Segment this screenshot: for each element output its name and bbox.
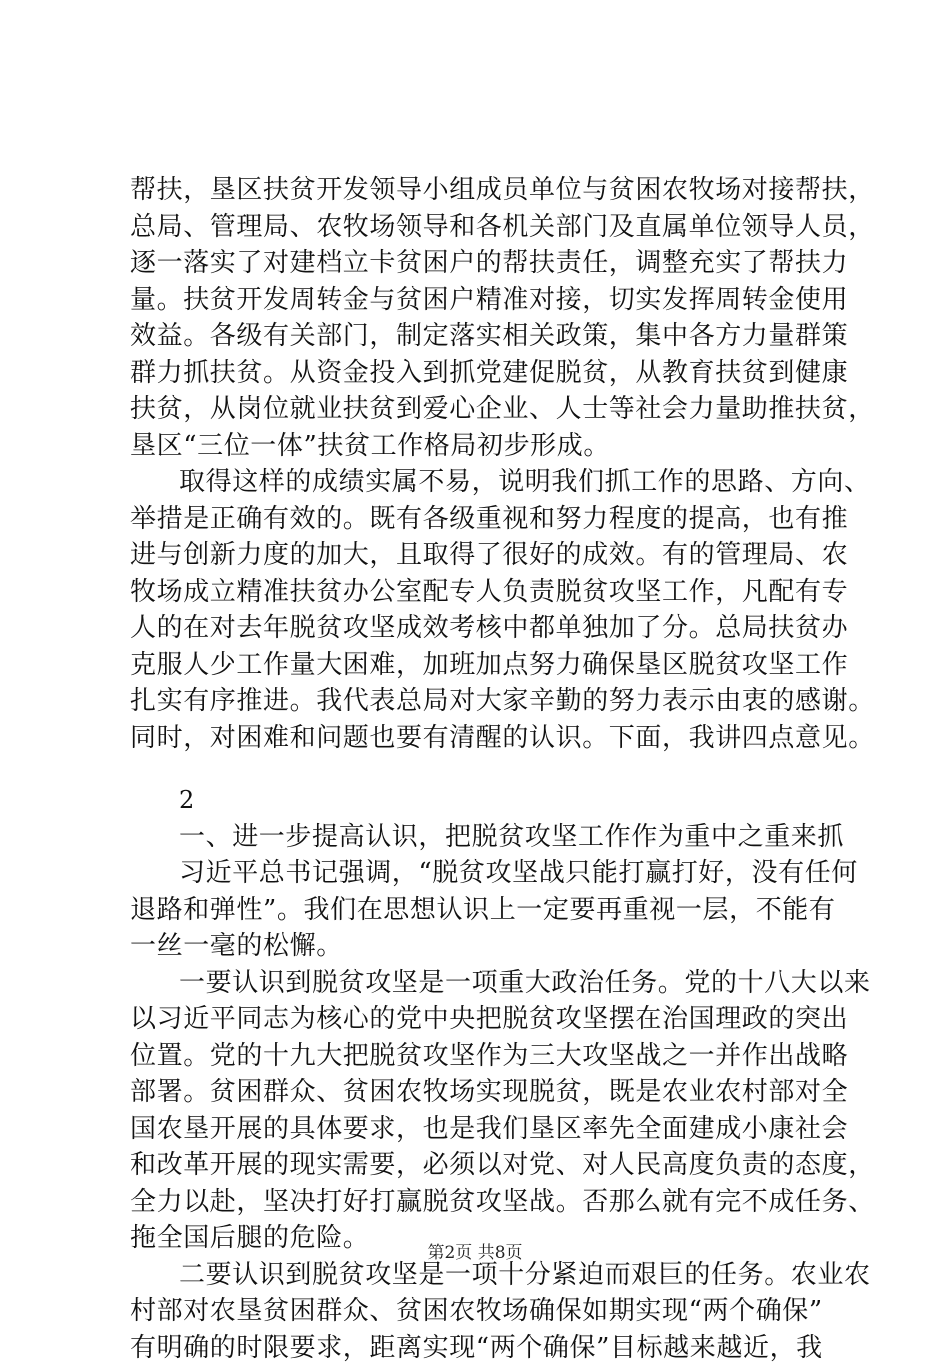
paragraph-first-line: 一要认识到脱贫攻坚是一项重大政治任务。党的十八大以来 <box>130 965 830 1002</box>
text-line: 克服人少工作量大困难，加班加点努力确保垦区脱贫攻坚工作 <box>130 647 830 684</box>
text-line: 有明确的时限要求，距离实现“两个确保”目标越来越近，我 <box>130 1330 830 1366</box>
section-heading: 一、进一步提高认识，把脱贫攻坚工作作为重中之重来抓 <box>130 819 830 856</box>
text-line: 全力以赴，坚决打好打赢脱贫攻坚战。否那么就有完不成任务、 <box>130 1184 830 1221</box>
text-line: 以习近平同志为核心的党中央把脱贫攻坚摆在治国理政的突出 <box>130 1001 830 1038</box>
text-line: 总局、管理局、农牧场领导和各机关部门及直属单位领导人员， <box>130 209 830 246</box>
text-line: 一丝一毫的松懈。 <box>130 928 830 965</box>
text-line: 牧场成立精准扶贫办公室配专人负责脱贫攻坚工作，凡配有专 <box>130 574 830 611</box>
text-line: 扶贫，从岗位就业扶贫到爱心企业、人士等社会力量助推扶贫， <box>130 391 830 428</box>
text-line: 退路和弹性”。我们在思想认识上一定要再重视一层，不能有 <box>130 892 830 929</box>
text-line: 举措是正确有效的。既有各级重视和努力程度的提高，也有推 <box>130 501 830 538</box>
text-line: 村部对农垦贫困群众、贫困农牧场确保如期实现“两个确保” <box>130 1293 830 1330</box>
text-line: 扎实有序推进。我代表总局对大家辛勤的努力表示由衷的感谢。 <box>130 683 830 720</box>
text-line: 效益。各级有关部门，制定落实相关政策，集中各方力量群策 <box>130 318 830 355</box>
text-line: 垦区“三位一体”扶贫工作格局初步形成。 <box>130 428 830 465</box>
text-line: 国农垦开展的具体要求，也是我们垦区率先全面建成小康社会 <box>130 1111 830 1148</box>
text-line: 同时，对困难和问题也要有清醒的认识。下面，我讲四点意见。 <box>130 720 830 757</box>
text-line: 人的在对去年脱贫攻坚成效考核中都单独加了分。总局扶贫办 <box>130 610 830 647</box>
document-body <box>130 172 830 1366</box>
text-line: 位置。党的十九大把脱贫攻坚作为三大攻坚战之一并作出战略 <box>130 1038 830 1075</box>
text-line: 和改革开展的现实需要，必须以对党、对人民高度负责的态度， <box>130 1147 830 1184</box>
text-line: 进与创新力度的加大，且取得了很好的成效。有的管理局、农 <box>130 537 830 574</box>
text-line: 逐一落实了对建档立卡贫困户的帮扶责任，调整充实了帮扶力 <box>130 245 830 282</box>
text-line: 拖全国后腿的危险。 <box>130 1220 830 1257</box>
paragraph-first-line: 习近平总书记强调，“脱贫攻坚战只能打赢打好，没有任何 <box>130 855 830 892</box>
text-line: 部署。贫困群众、贫困农牧场实现脱贫，既是农业农村部对全 <box>130 1074 830 1111</box>
text-line: 群力抓扶贫。从资金投入到抓党建促脱贫，从教育扶贫到健康 <box>130 355 830 392</box>
page-footer: 第2页 共8页 <box>0 1242 950 1264</box>
text-line: 量。扶贫开发周转金与贫困户精准对接，切实发挥周转金使用 <box>130 282 830 319</box>
paragraph-first-line: 取得这样的成绩实属不易，说明我们抓工作的思路、方向、 <box>130 464 830 501</box>
paragraph-gap <box>130 756 830 782</box>
section-number: 2 <box>130 782 830 819</box>
text-line: 帮扶，垦区扶贫开发领导小组成员单位与贫困农牧场对接帮扶， <box>130 172 830 209</box>
paragraph-first-line: 二要认识到脱贫攻坚是一项十分紧迫而艰巨的任务。农业农 <box>130 1257 830 1294</box>
